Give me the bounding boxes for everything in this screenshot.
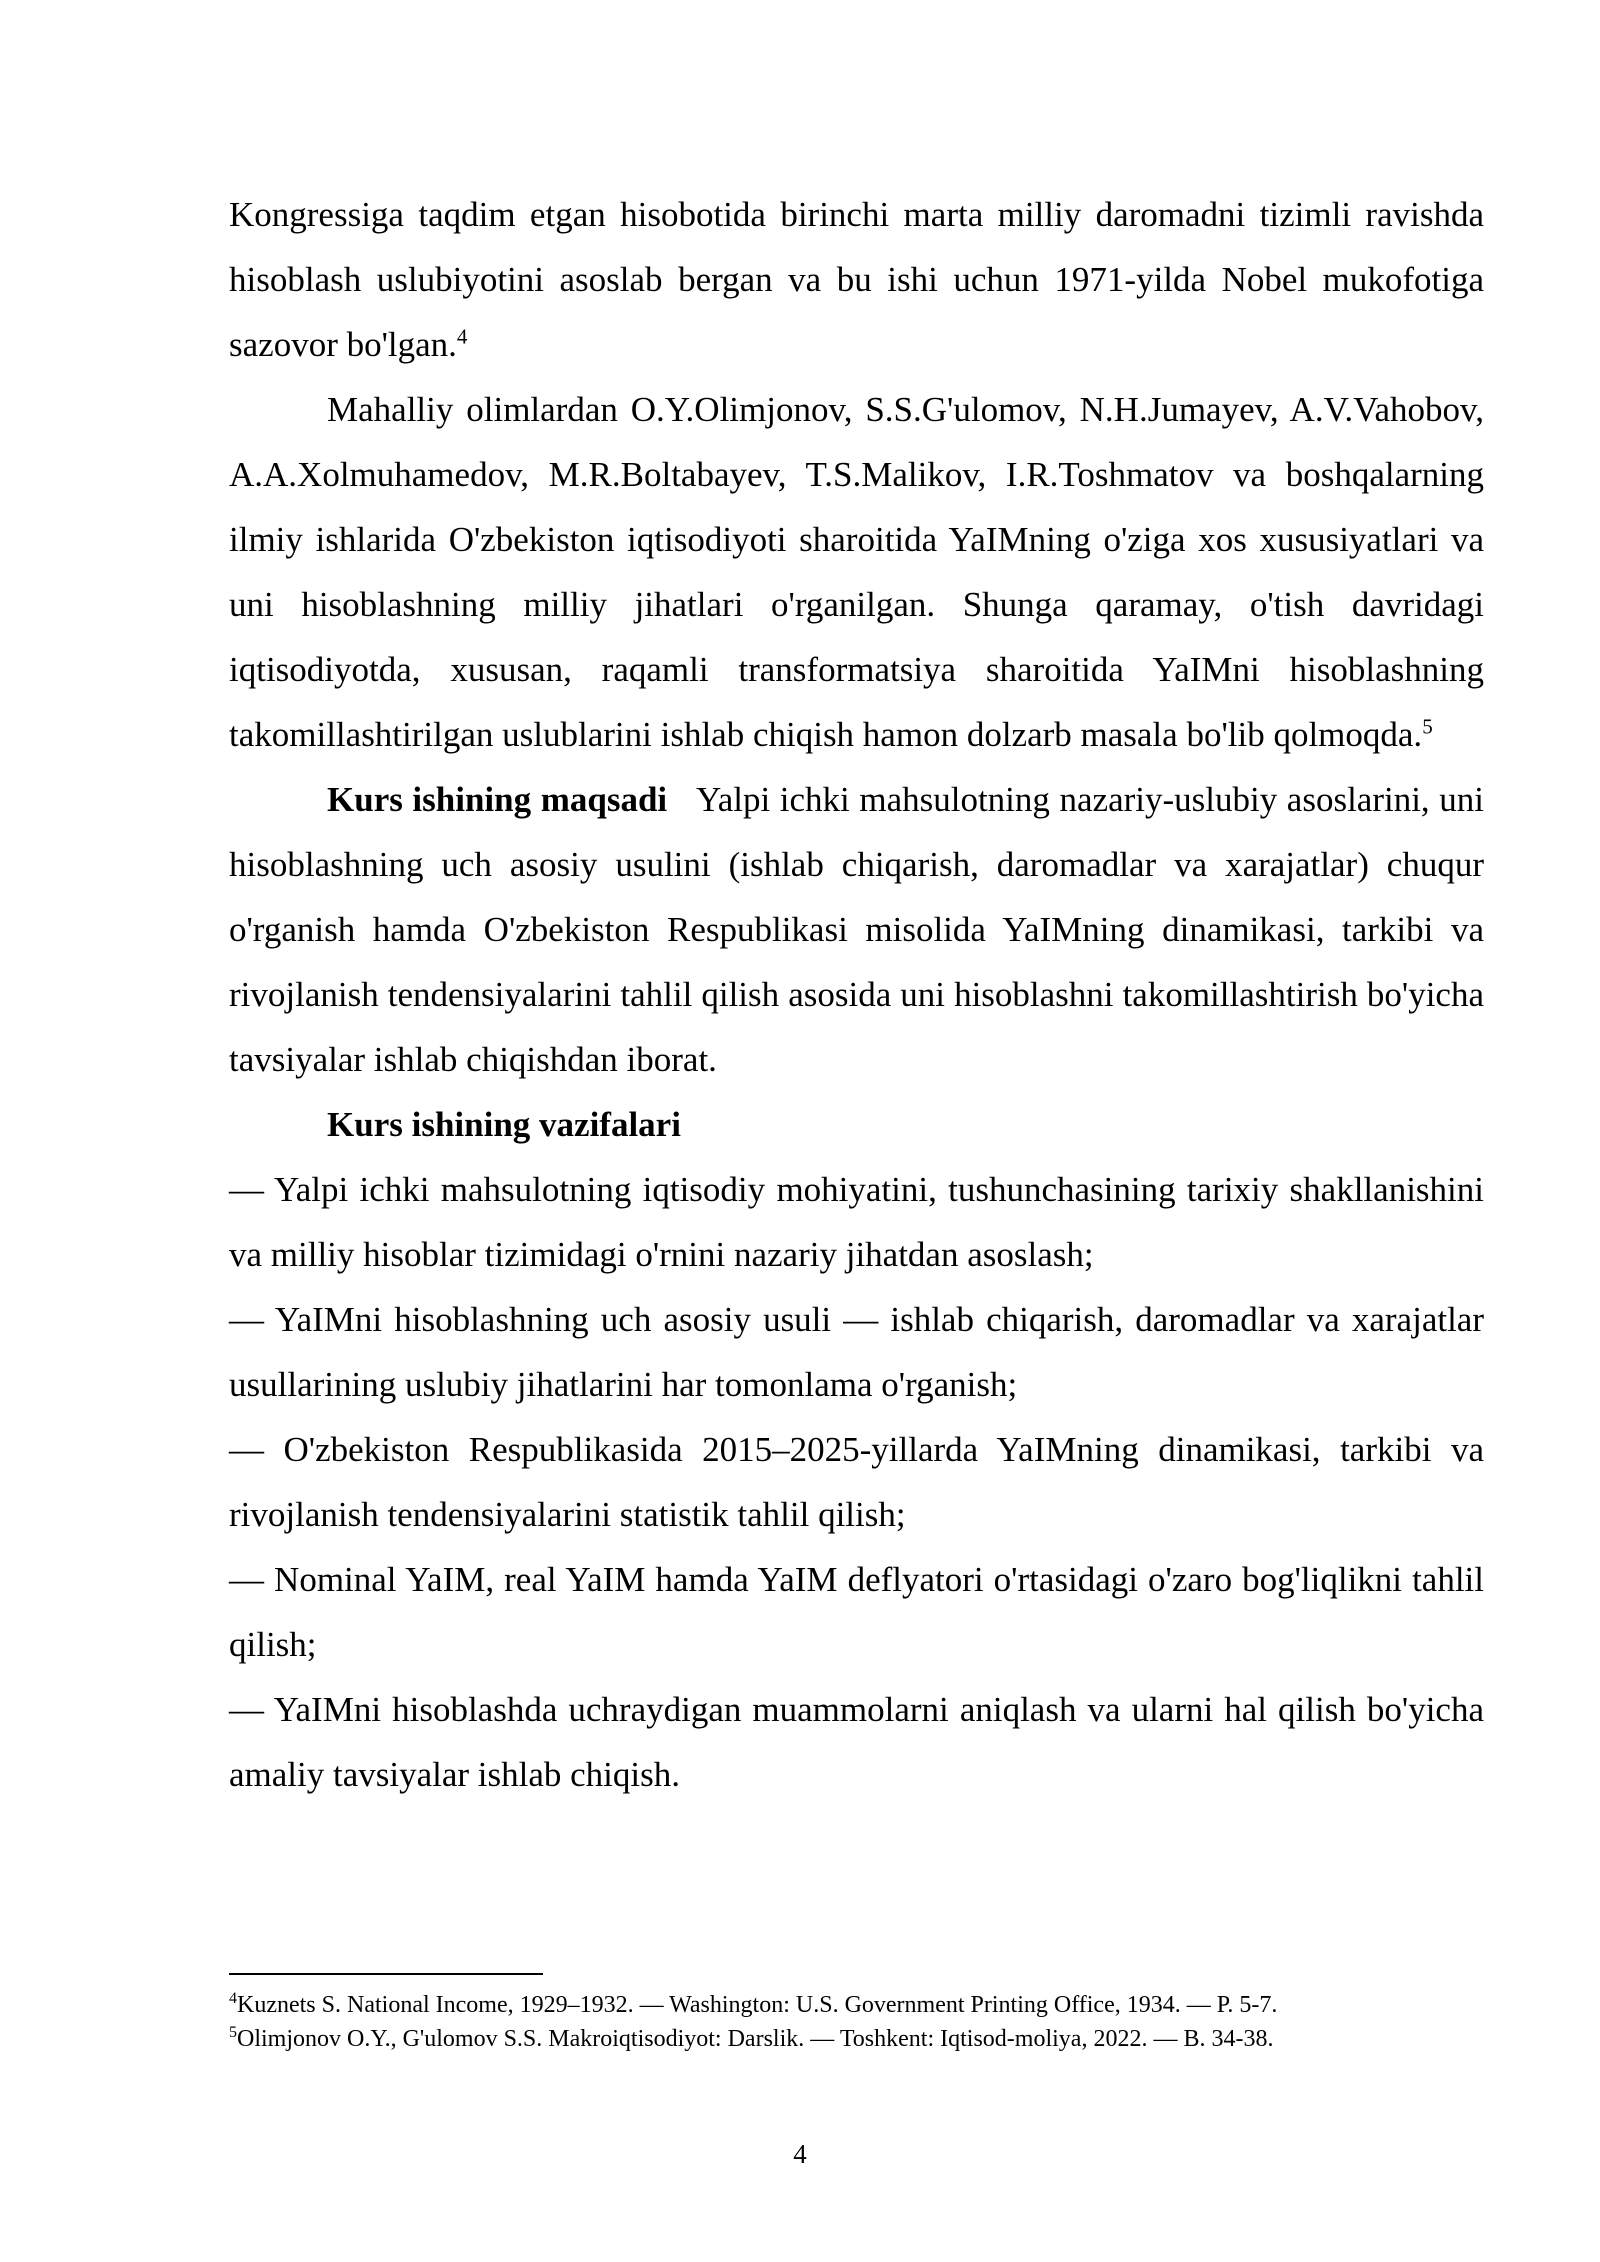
page-number: 4	[793, 2139, 807, 2169]
footnote-4	[229, 1988, 1484, 2022]
paragraph-1	[229, 182, 1484, 377]
task-item-4: — Nominal YaIM, real YaIM hamda YaIM deflyatori o'rtasidagi o'zaro bog'liqlikni tahlil qilish;	[229, 1560, 1484, 1664]
footnote-5-text: Olimjonov O.Y., G'ulomov S.S. Makroiqtisodiyot: Darslik. — Toshkent: Iqtisod-moliya, 2022. — B. 34-38.	[237, 2026, 1274, 2052]
footnote-ref-4[interactable]: 4	[456, 324, 468, 349]
footnote-5-number: 5	[229, 2024, 237, 2041]
paragraph-2-text: Mahalliy olimlardan O.Y.Olimjonov, S.S.G'ulomov, N.H.Jumayev, A.V.Vahobov, A.A.Xolmuhamedov, M.R.Boltabayev, T.S.Malikov, I.R.Toshmatov va boshqalarning ilmiy ishlarida O'zbekiston iqtisodiyoti sharoitida YaIMning o'ziga xos xususiyatlari va uni hisoblashning milliy jihatlari o'rganilgan. Shunga qaramay, o'tish davridagi iqtisodiyotda, xususan, raqamli transformatsiya sharoitida YaIMni hisoblashning takomillashtirilgan uslublarini ishlab chiqish hamon dolzarb masala bo'lib qolmoqda.	[229, 390, 1484, 754]
task-item-2: — YaIMni hisoblashning uch asosiy usuli — ishlab chiqarish, daromadlar va xarajatlar usullarining uslubiy jihatlarini har tomonlama o'rganish;	[229, 1300, 1484, 1404]
paragraph-1-text: Kongressiga taqdim etgan hisobotida birinchi marta milliy daromadni tizimli ravishda hisoblash uslubiyotini asoslab bergan va bu ishi uchun 1971-yilda Nobel mukofotiga sazovor bo'lgan.	[229, 195, 1484, 364]
footnote-5	[229, 2022, 1484, 2056]
footnote-4-text: Kuznets S. National Income, 1929–1932. — Washington: U.S. Government Printing Office, 1934. — P. 5-7.	[237, 1992, 1278, 2018]
tasks-heading: Kurs ishining vazifalari	[327, 1105, 681, 1144]
goal-label: Kurs ishining maqsadi	[327, 780, 668, 819]
task-item-3: — O'zbekiston Respublikasida 2015–2025-yillarda YaIMning dinamikasi, tarkibi va rivojlanish tendensiyalarini statistik tahlil qilish;	[229, 1430, 1484, 1534]
task-item-5: — YaIMni hisoblashda uchraydigan muammolarni aniqlash va ularni hal qilish bo'yicha amaliy tavsiyalar ishlab chiqish.	[229, 1690, 1484, 1794]
page-body	[229, 182, 1484, 1807]
footnote-ref-5[interactable]: 5	[1422, 714, 1433, 739]
footnotes	[229, 1988, 1484, 2056]
paragraph-2	[229, 377, 1484, 767]
goal-text: Yalpi ichki mahsulotning nazariy-uslubiy asoslarini, uni hisoblashning uch asosiy usulini (ishlab chiqarish, daromadlar va xarajatlar) chuqur o'rganish hamda O'zbekiston Respublikasi misolida YaIMning dinamikasi, tarkibi va rivojlanish tendensiyalarini tahlil qilish asosida uni hisoblashni takomillashtirish bo'yicha tavsiyalar ishlab chiqishdan iborat.	[229, 780, 1485, 1079]
footnote-separator	[229, 1973, 543, 1975]
footnote-4-number: 4	[229, 1990, 237, 2007]
task-item-1: — Yalpi ichki mahsulotning iqtisodiy mohiyatini, tushunchasining tarixiy shakllanishini va milliy hisoblar tizimidagi o'rnini nazariy jihatdan asoslash;	[229, 1170, 1484, 1274]
paragraph-goal	[229, 767, 1484, 1092]
